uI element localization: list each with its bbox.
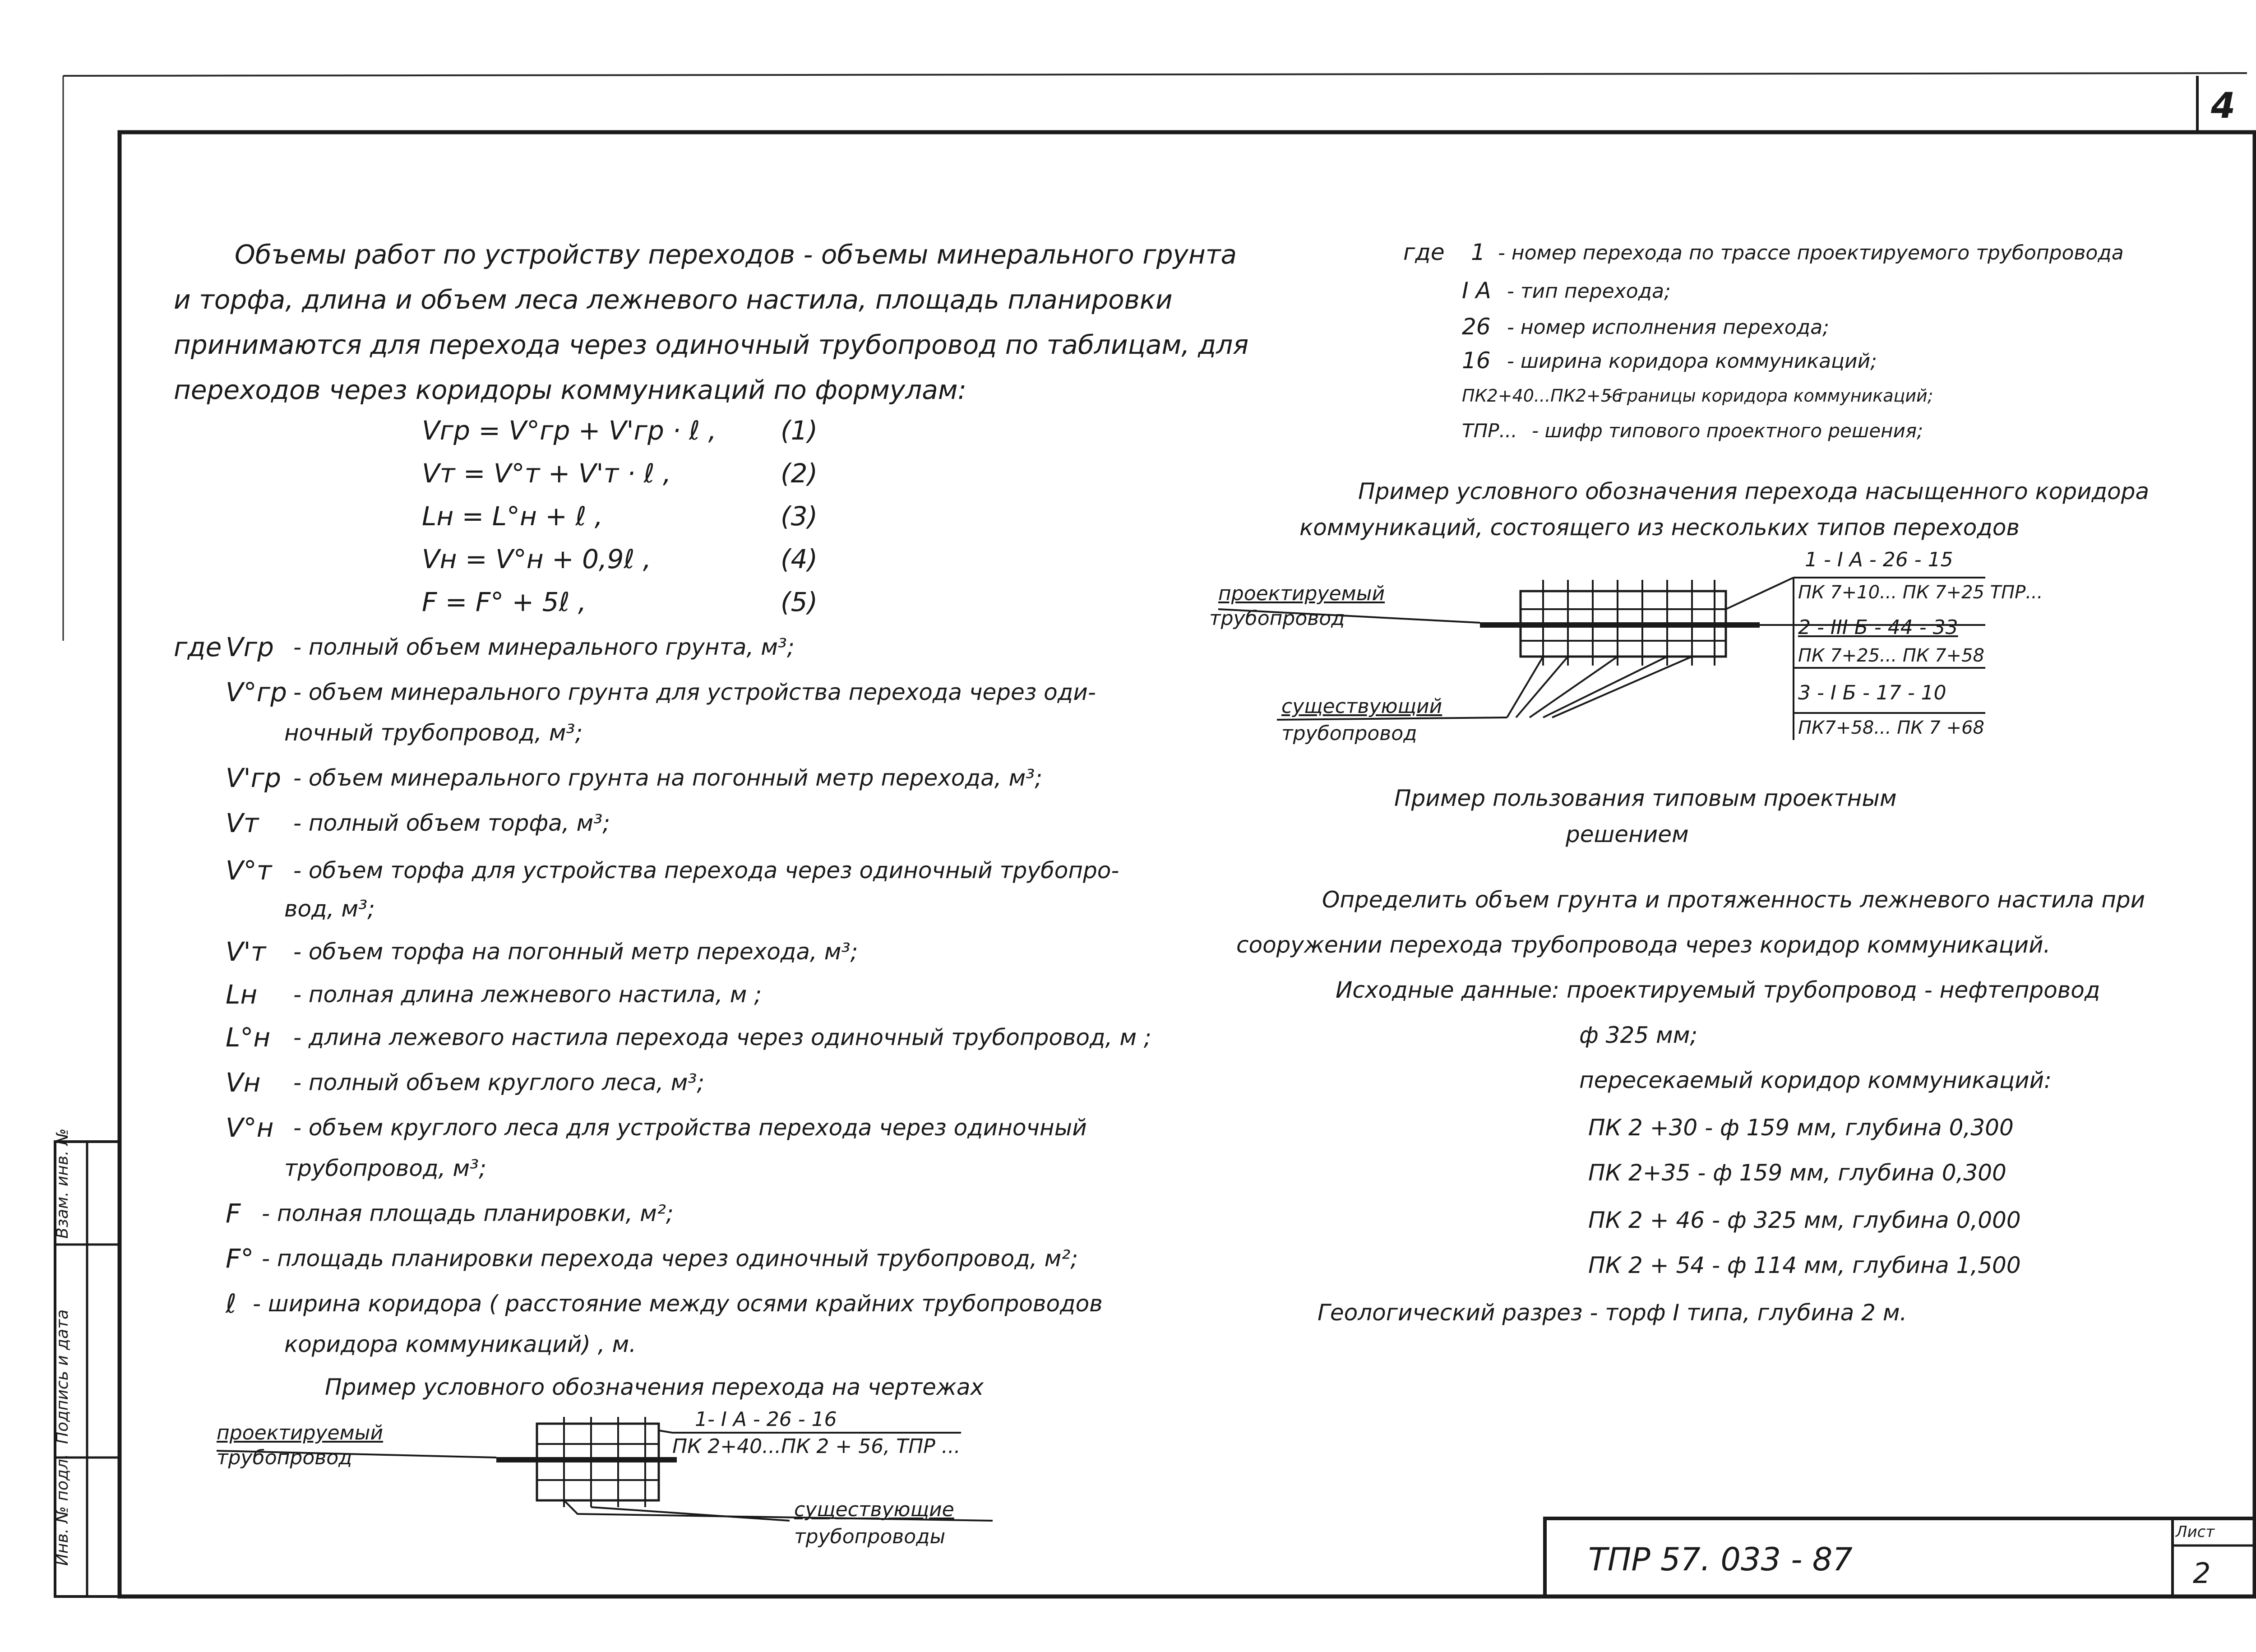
example2-code-5: 3 - I Б - 17 - 10 (1798, 681, 1946, 704)
corridor-row-3: ПК 2 + 46 - ф 325 мм, глубина 0,000 (1588, 1207, 2021, 1233)
usage-title-line-2: решением (1566, 821, 1689, 847)
legend-where-word: где (1403, 239, 1445, 265)
example1-code-top: 1- I А - 26 - 16 (695, 1408, 837, 1431)
task-line-2: сооружении перехода трубопровода через коридор коммуникаций. (1236, 932, 2051, 958)
formula-3: Lн = L°н + ℓ , (422, 501, 603, 532)
def-text-4: - полный объем торфа, м³; (293, 810, 610, 836)
example1-code-bottom: ПК 2+40...ПК 2 + 56, ТПР ... (672, 1435, 961, 1458)
def-text-7: - полная длина лежневого настила, м ; (293, 981, 762, 1008)
sheet-number: 2 (2193, 1557, 2211, 1590)
def-text-12: - площадь планировки перехода через одиночный трубопровод, м²; (262, 1245, 1078, 1272)
def-cont-2: ночный трубопровод, м³; (284, 720, 583, 746)
def-sym-4: Vт (226, 808, 259, 838)
intro-line-4: переходов через коридоры коммуникаций по формулам: (174, 375, 967, 405)
def-cont-13: коридора коммуникаций) , м. (284, 1331, 637, 1357)
corridor-row-1: ПК 2 +30 - ф 159 мм, глубина 0,300 (1588, 1115, 2014, 1141)
example2-code-6: ПК7+58... ПК 7 +68 (1798, 717, 1984, 738)
document-code: ТПР 57. 033 - 87 (1588, 1541, 1853, 1578)
example2-existing-label-2: трубопровод (1281, 722, 1417, 745)
def-sym-1: Vгр (226, 632, 274, 662)
def-cont-10: трубопровод, м³; (284, 1155, 486, 1181)
def-sym-12: F° (226, 1243, 254, 1274)
example1-title: Пример условного обозначения перехода на чертежах (325, 1374, 984, 1400)
def-cont-5: вод, м³; (284, 896, 375, 922)
usage-title-line-1: Пример пользования типовым проектным (1394, 785, 1897, 811)
formula-5: F = F° + 5ℓ , (422, 587, 587, 617)
corridor-row-4: ПК 2 + 54 - ф 114 мм, глубина 1,500 (1588, 1252, 2021, 1278)
initial-data-label: Исходные данные: проектируемый трубопровод - нефтепровод (1336, 977, 2100, 1003)
def-text-13: - ширина коридора ( расстояние между осями крайних трубопроводов (253, 1291, 1103, 1317)
sheet-label: Лист (2176, 1523, 2215, 1541)
legend-text-3: - номер исполнения перехода; (1507, 316, 1829, 339)
def-text-9: - полный объем круглого леса, м³; (293, 1069, 705, 1096)
initial-data-diameter: ф 325 мм; (1579, 1022, 1698, 1048)
legend-key-4: 16 (1462, 347, 1491, 374)
example2-existing-label-1: существующий (1281, 695, 1442, 718)
def-text-2: - объем минерального грунта для устройства перехода через оди- (293, 679, 1096, 705)
corner-page-number: 4 (2211, 86, 2236, 126)
formula-1-number: (1) (781, 415, 818, 446)
formula-5-number: (5) (781, 587, 818, 617)
formula-4-number: (4) (781, 544, 818, 574)
def-sym-10: V°н (226, 1112, 274, 1143)
formula-1: Vгр = V°гр + V'гр · ℓ , (422, 415, 717, 446)
def-text-6: - объем торфа на погонный метр перехода, м³; (293, 939, 858, 965)
example2-code-4: ПК 7+25... ПК 7+58 (1798, 645, 1984, 666)
legend-text-2: - тип перехода; (1507, 280, 1671, 303)
legend-text-1: - номер перехода по трассе проектируемого трубопровода (1498, 241, 2124, 264)
example2-title-line-1: Пример условного обозначения перехода насыщенного коридора (1358, 478, 2150, 504)
example2-code-2: ПК 7+10... ПК 7+25 ТПР... (1798, 582, 2043, 603)
intro-line-1: Объемы работ по устройству переходов - объемы минерального грунта (235, 239, 1237, 270)
legend-key-2: I А (1462, 278, 1491, 304)
def-sym-2: V°гр (226, 677, 287, 708)
formula-3-number: (3) (781, 501, 818, 532)
example2-title-line-2: коммуникаций, состоящего из нескольких типов переходов (1299, 514, 2020, 541)
def-sym-6: V'т (226, 936, 266, 967)
intro-line-2: и торфа, длина и объем леса лежневого настила, площадь планировки (174, 284, 1173, 315)
def-sym-3: V'гр (226, 763, 281, 793)
corridor-row-2: ПК 2+35 - ф 159 мм, глубина 0,300 (1588, 1160, 2006, 1186)
formula-2: Vт = V°т + V'т · ℓ , (422, 458, 671, 489)
def-text-5: - объем торфа для устройства перехода через одиночный трубопро- (293, 857, 1119, 884)
example1-existing-label-1: существующие (794, 1498, 954, 1521)
example2-designed-label-1: проектируемый (1218, 582, 1385, 605)
example2-designed-label-2: трубопровод (1209, 607, 1345, 630)
def-text-11: - полная площадь планировки, м²; (262, 1200, 674, 1226)
legend-key-1: 1 (1471, 239, 1485, 265)
example1-existing-label-2: трубопроводы (794, 1525, 946, 1548)
geology-line: Геологический разрез - торф I типа, глубина 2 м. (1318, 1300, 1907, 1326)
def-text-10: - объем круглого леса для устройства перехода через одиночный (293, 1115, 1087, 1141)
def-text-8: - длина лежевого настила перехода через одиночный трубопровод, м ; (293, 1024, 1151, 1050)
task-line-1: Определить объем грунта и протяженность лежневого настила при (1322, 887, 2145, 913)
def-sym-7: Lн (226, 979, 258, 1010)
example2-code-3: 2 - III Б - 44 - 33 (1798, 616, 1958, 639)
def-sym-5: V°т (226, 855, 272, 886)
def-sym-11: F (226, 1198, 241, 1229)
def-text-1: - полный объем минерального грунта, м³; (293, 634, 795, 660)
legend-text-5: - границы коридора коммуникаций; (1606, 386, 1933, 406)
stamp-inv-podl: Инв. № подл. (53, 1453, 72, 1566)
example2-code-1: 1 - I А - 26 - 15 (1805, 548, 1953, 571)
def-sym-9: Vн (226, 1067, 261, 1098)
legend-text-4: - ширина коридора коммуникаций; (1507, 350, 1877, 373)
legend-text-6: - шифр типового проектного решения; (1532, 420, 1923, 442)
legend-key-6: ТПР... (1462, 420, 1517, 442)
formula-4: Vн = V°н + 0,9ℓ , (422, 544, 652, 574)
formula-2-number: (2) (781, 458, 818, 489)
def-sym-13: ℓ (226, 1288, 236, 1319)
example1-designed-label-2: трубопровод (217, 1446, 352, 1469)
def-sym-8: L°н (226, 1022, 271, 1053)
stamp-signature-date: Подпись и дата (53, 1309, 72, 1444)
where-word: где (174, 632, 222, 662)
stamp-vzam-inv: Взам. инв. № (53, 1128, 72, 1239)
legend-key-3: 26 (1462, 314, 1491, 340)
example1-designed-label-1: проектируемый (217, 1421, 384, 1444)
legend-key-5: ПК2+40...ПК2+56 (1462, 386, 1623, 406)
def-text-3: - объем минерального грунта на погонный метр перехода, м³; (293, 765, 1043, 791)
intro-line-3: принимаются для перехода через одиночный трубопровод по таблицам, для (174, 329, 1249, 360)
crossed-corridor-label: пересекаемый коридор коммуникаций: (1579, 1067, 2052, 1093)
